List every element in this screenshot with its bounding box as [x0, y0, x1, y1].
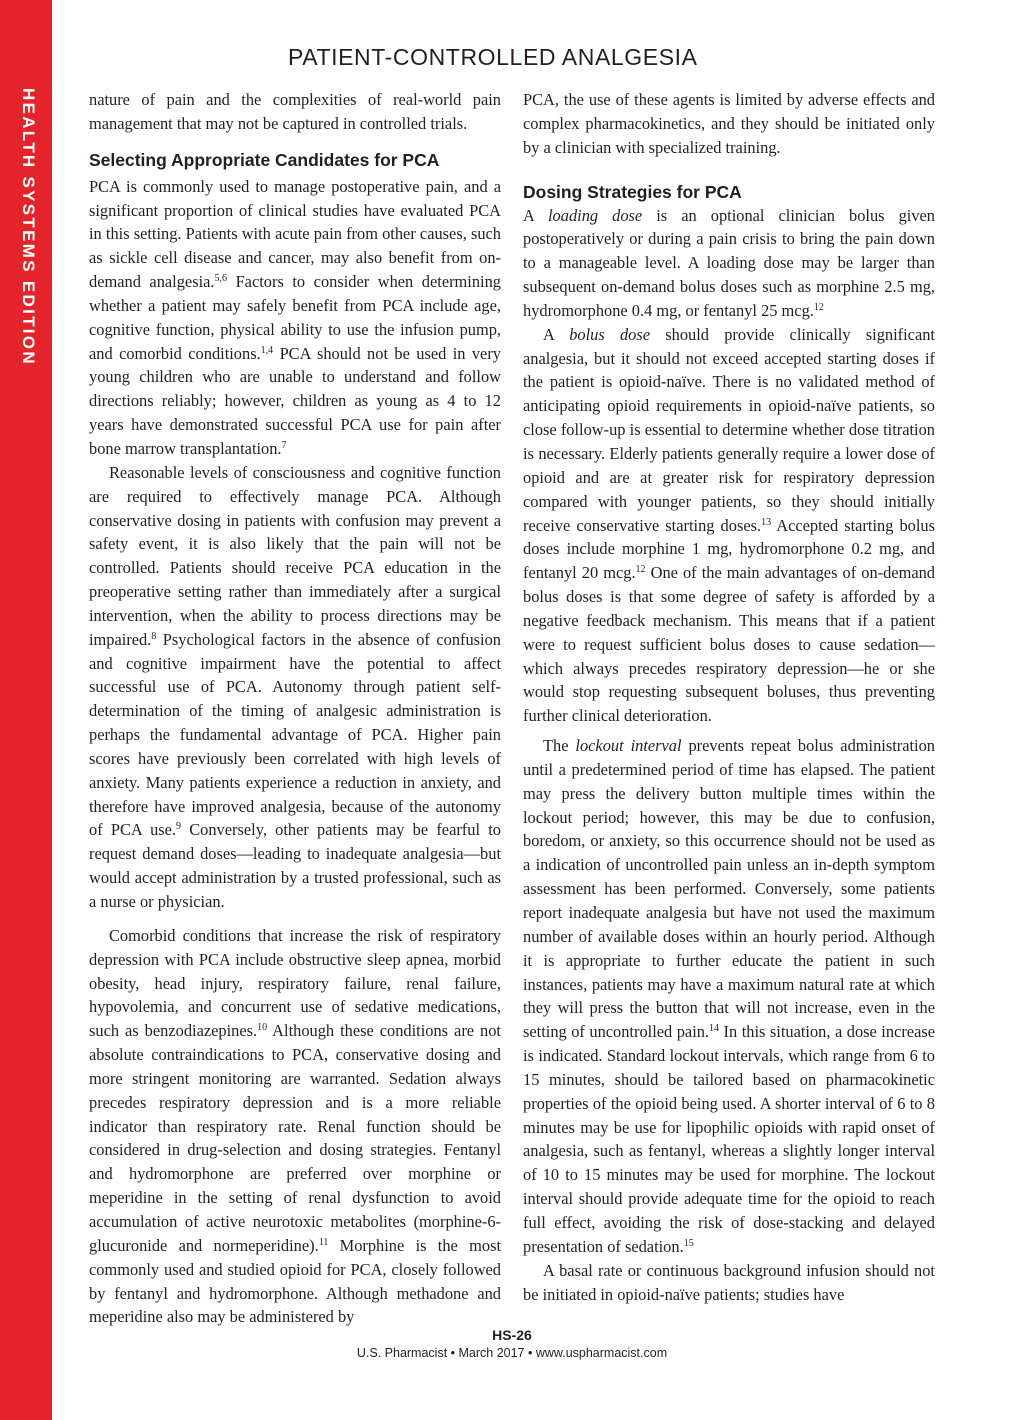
citation: 12	[635, 564, 646, 576]
paragraph: PCA, the use of these agents is limited by adverse effects and complex pharmacokinetics, and they should be initiated only by a clinician with specialized training.	[523, 90, 935, 157]
paragraph: A bolus dose should provide clinically significant analgesia, but it should not exceed accepted starting doses if the patient is opioid-naïve. There is no validated method of anticipating opioid requirements in opioid-naïve patients, so close follow-up is essential to determine whether dose titration is necessary. Elderly patients generally require a lower dose of opioid and are at greater risk for respiratory depression compared with younger patients, so they should initially receive conservative starting doses.$^{13}$ Accepted starting bolus doses include morphine 1 mg, hydromorphone 0.2 mg, and fentanyl 20 mcg.$^{12}$ One of the main advantages of on-demand bolus doses is that some degree of safety is afforded by a negative feedback mechanism. This means that if a patient were to request sufficient bolus doses to cause sedation—which always precedes respiratory depression—he or she would stop requesting subsequent boluses, thus preventing further clinical deterioration.	[523, 324, 935, 726]
sidebar-band	[0, 0, 52, 1420]
citation: 12	[813, 301, 824, 313]
page-footer	[0, 1326, 1024, 1362]
section-heading: Selecting Appropriate Candidates for PCA	[89, 149, 440, 170]
paragraph: A basal rate or continuous background infusion should not be initiated in opioid-naïve patients; studies have	[523, 1260, 935, 1304]
page-number: HS-26	[492, 1327, 532, 1343]
citation: 8	[151, 630, 157, 642]
citation: 1,4	[260, 344, 274, 356]
paragraph: A loading dose is an optional clinician bolus given postoperatively or during a pain crisis to bring the pain down to a manageable level. A loading dose may be larger than subsequent on-demand bolus doses such as morphine 2.5 mg, hydromorphone 0.4 mg, or fentanyl 25 mcg.$^{12}$	[523, 205, 936, 320]
footer-publication-line: U.S. Pharmacist • March 2017 • www.uspharmacist.com	[356, 1346, 668, 1360]
term: bolus dose	[569, 324, 651, 344]
paragraph: Comorbid conditions that increase the risk of respiratory depression with PCA include obstructive sleep apnea, morbid obesity, head injury, respiratory failure, renal failure, hypovolemia, and concurrent use of sedative medications, such as benzodiazepines.$^{10}$ Although these conditions are not absolute contraindications to PCA, conservative dosing and more stringent monitoring are warranted. Sedation always precedes respiratory depression and is a more reliable indicator than respiratory rate. Renal function should be considered in drug-selection and dosing strategies. Fentanyl and hydromorphone are preferred over morphine or meperidine in the setting of renal dysfunction to avoid accumulation of active neurotoxic metabolites (morphine-6-glucuronide and normeperidine).$^{11}$ Morphine is the most commonly used and studied opioid for PCA, closely followed by fentanyl and hydromorphone. Although methadone and meperidine also may be administered by	[89, 925, 501, 1327]
citation: 5,6	[214, 273, 228, 285]
citation: 11	[318, 1236, 329, 1248]
paragraph: nature of pain and the complexities of real-world pain management that may not be captured in controlled trials.	[89, 90, 501, 133]
right-column	[523, 88, 935, 1306]
paragraph: PCA is commonly used to manage postoperative pain, and a significant proportion of clinical studies have evaluated PCA in this setting. Patients with acute pain from other causes, such as sickle cell disease and cancer, may also benefit from on-demand analgesia.$^{5,6}$ Factors to consider when determining whether a patient may safely benefit from PCA include age, cognitive function, physical ability to use the infusion pump, and comorbid conditions.$^{1,4}$ PCA should not be used in very young children who are unable to understand and follow directions reliably; however, children as young as 4 to 12 years have demonstrated successful PCA use for pain after bone marrow transplantation.$^7$	[89, 176, 501, 458]
sidebar-label: HEALTH SYSTEMS EDITION	[19, 88, 38, 366]
citation: 15	[683, 1237, 694, 1249]
citation: 7	[281, 439, 287, 451]
running-head: PATIENT-CONTROLLED ANALGESIA	[288, 44, 698, 70]
term: loading dose	[548, 205, 643, 225]
citation: 13	[761, 516, 772, 528]
left-column	[89, 88, 501, 1329]
citation: 10	[257, 1022, 268, 1034]
section-heading: Dosing Strategies for PCA	[523, 181, 742, 202]
paragraph: Reasonable levels of consciousness and cognitive function are required to effectively manage PCA. Although conservative dosing in patients with confusion may prevent a safety event, it is also likely that the pain will not be controlled. Patients should receive PCA education in the preoperative setting rather than immediately after a surgical intervention, when the ability to process directions may be impaired.$^8$ Psychological factors in the absence of confusion and cognitive impairment have the potential to affect successful use of PCA. Autonomy through patient self-determination of the timing of analgesic administration is perhaps the fundamental advantage of PCA. Higher pain scores have previously been correlated with high levels of anxiety. Many patients experience a reduction in anxiety, and therefore have improved analgesia, because of the autonomy of PCA use.$^9$ Conversely, other patients may be fearful to request demand doses—leading to inadequate analgesia—but would accept administration by a trusted professional, such as a nurse or physician.	[89, 462, 501, 911]
citation: 9	[176, 821, 182, 833]
paragraph: The lockout interval prevents repeat bolus administration until a predetermined period of time has elapsed. The patient may press the delivery button multiple times within the lockout period; however, this may be due to confusion, boredom, or anxiety, so this occurrence should not be used as a indication of uncontrolled pain unless an in-depth symptom assessment has been performed. Conversely, some patients report inadequate analgesia but have not used the maximum number of available doses within an hourly period. Although it is appropriate to further educate the patient in such instances, patients may have a maximum natural rate at which they will press the button that will not increase, even in the setting of uncontrolled pain.$^{14}$ In this situation, a dose increase is indicated. Standard lockout intervals, which range from 6 to 15 minutes, should be tailored based on pharmacokinetic properties of the opioid being used. A shorter interval of 6 to 8 minutes may be use for lipophilic opioids with rapid onset of analgesia, such as fentanyl, whereas a slightly longer interval of 10 to 15 minutes may be used for morphine. The lockout interval should provide adequate time for the opioid to reach full effect, avoiding the risk of dose-stacking and delayed presentation of sedation.$^{15}$	[523, 736, 935, 1256]
citation: 14	[709, 1023, 720, 1035]
term: lockout interval	[575, 736, 682, 756]
